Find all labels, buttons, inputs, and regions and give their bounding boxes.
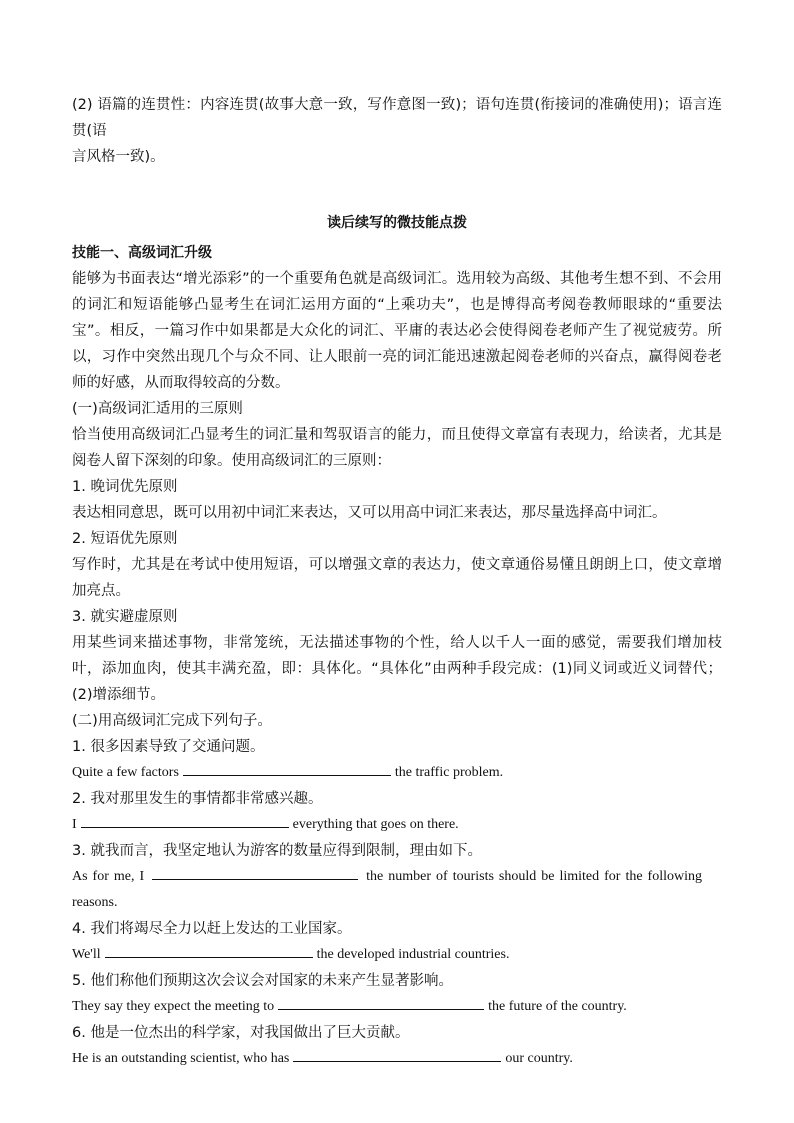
exercise-3-en: As for me, I the number of tourists should be limited for the following reasons. bbox=[72, 864, 722, 916]
rule2-title: 2. 短语优先原则 bbox=[72, 531, 178, 547]
exercise-5-blank[interactable] bbox=[278, 995, 484, 1010]
exercise-1-cn: 1. 很多因素导致了交通问题。 bbox=[72, 739, 265, 755]
skill1-title: 技能一、高级词汇升级 bbox=[72, 245, 212, 261]
exercise-6-en: He is an outstanding scientist, who has our country. bbox=[72, 1046, 722, 1072]
exercise-4-blank[interactable] bbox=[105, 943, 313, 958]
rule1-text: 表达相同意思，既可以用初中词汇来表达，又可以用高中词汇来表达，那尽量选择高中词汇。 bbox=[72, 505, 667, 521]
document-page bbox=[72, 92, 722, 1072]
rule2-text: 写作时，尤其是在考试中使用短语，可以增强文章的表达力，使文章通俗易懂且朗朗上口，使文章增加亮点。 bbox=[72, 557, 722, 599]
exercise-1-en: Quite a few factors the traffic problem. bbox=[72, 760, 722, 786]
exercise-4-cn: 4. 我们将竭尽全力以赶上发达的工业国家。 bbox=[72, 921, 352, 937]
intro-line-1: (2) 语篇的连贯性：内容连贯(故事大意一致，写作意图一致)；语句连贯(衔接词的准确使用)；语言连贯(语 bbox=[72, 97, 722, 139]
rule1-title: 1. 晚词优先原则 bbox=[72, 479, 178, 495]
exercise-6-blank[interactable] bbox=[293, 1047, 501, 1062]
sub1-paragraph: 恰当使用高级词汇凸显考生的词汇量和驾驭语言的能力，而且使得文章富有表现力，给读者，尤其是阅卷人留下深刻的印象。使用高级词汇的三原则： bbox=[72, 427, 722, 469]
skill1-paragraph: 能够为书面表达“增光添彩”的一个重要角色就是高级词汇。选用较为高级、其他考生想不到、不会用的词汇和短语能够凸显考生在词汇运用方面的“上乘功夫”，也是博得高考阅卷教师眼球的“重要法宝”。相反，一篇习作中如果都是大众化的词汇、平庸的表达必会使得阅卷老师产生了视觉疲劳。所以，习作中突然出现几个与众不同、让人眼前一亮的词汇能迅速激起阅卷老师的兴奋点，赢得阅卷老师的好感，从而取得较高的分数。 bbox=[72, 271, 722, 391]
exercise-5-en: They say they expect the meeting to the future of the country. bbox=[72, 994, 722, 1020]
intro-paragraph bbox=[72, 92, 722, 170]
sub1-title: (一)高级词汇适用的三原则 bbox=[72, 401, 243, 417]
sub2-title: (二)用高级词汇完成下列句子。 bbox=[72, 713, 272, 729]
rule3-title: 3. 就实避虚原则 bbox=[72, 609, 178, 625]
exercise-3-blank[interactable] bbox=[152, 865, 358, 880]
exercise-2-en: I everything that goes on there. bbox=[72, 812, 722, 838]
exercise-1-blank[interactable] bbox=[183, 761, 391, 776]
rule3-text: 用某些词来描述事物，非常笼统，无法描述事物的个性，给人以千人一面的感觉，需要我们增加枝叶，添加血肉，使其丰满充盈，即：具体化。“具体化”由两种手段完成：(1)同义词或近义词替代；(2)增添细节。 bbox=[72, 635, 722, 703]
exercise-6-cn: 6. 他是一位杰出的科学家，对我国做出了巨大贡献。 bbox=[72, 1025, 410, 1041]
exercise-3-cn: 3. 就我而言，我坚定地认为游客的数量应得到限制，理由如下。 bbox=[72, 843, 482, 859]
exercise-4-en: We'll the developed industrial countries. bbox=[72, 942, 722, 968]
exercise-5-cn: 5. 他们称他们预期这次会议会对国家的未来产生显著影响。 bbox=[72, 973, 453, 989]
exercise-2-cn: 2. 我对那里发生的事情都非常感兴趣。 bbox=[72, 791, 323, 807]
exercise-2-blank[interactable] bbox=[81, 813, 289, 828]
intro-line-2: 言风格一致)。 bbox=[72, 149, 165, 165]
section-title: 读后续写的微技能点拨 bbox=[327, 215, 467, 231]
